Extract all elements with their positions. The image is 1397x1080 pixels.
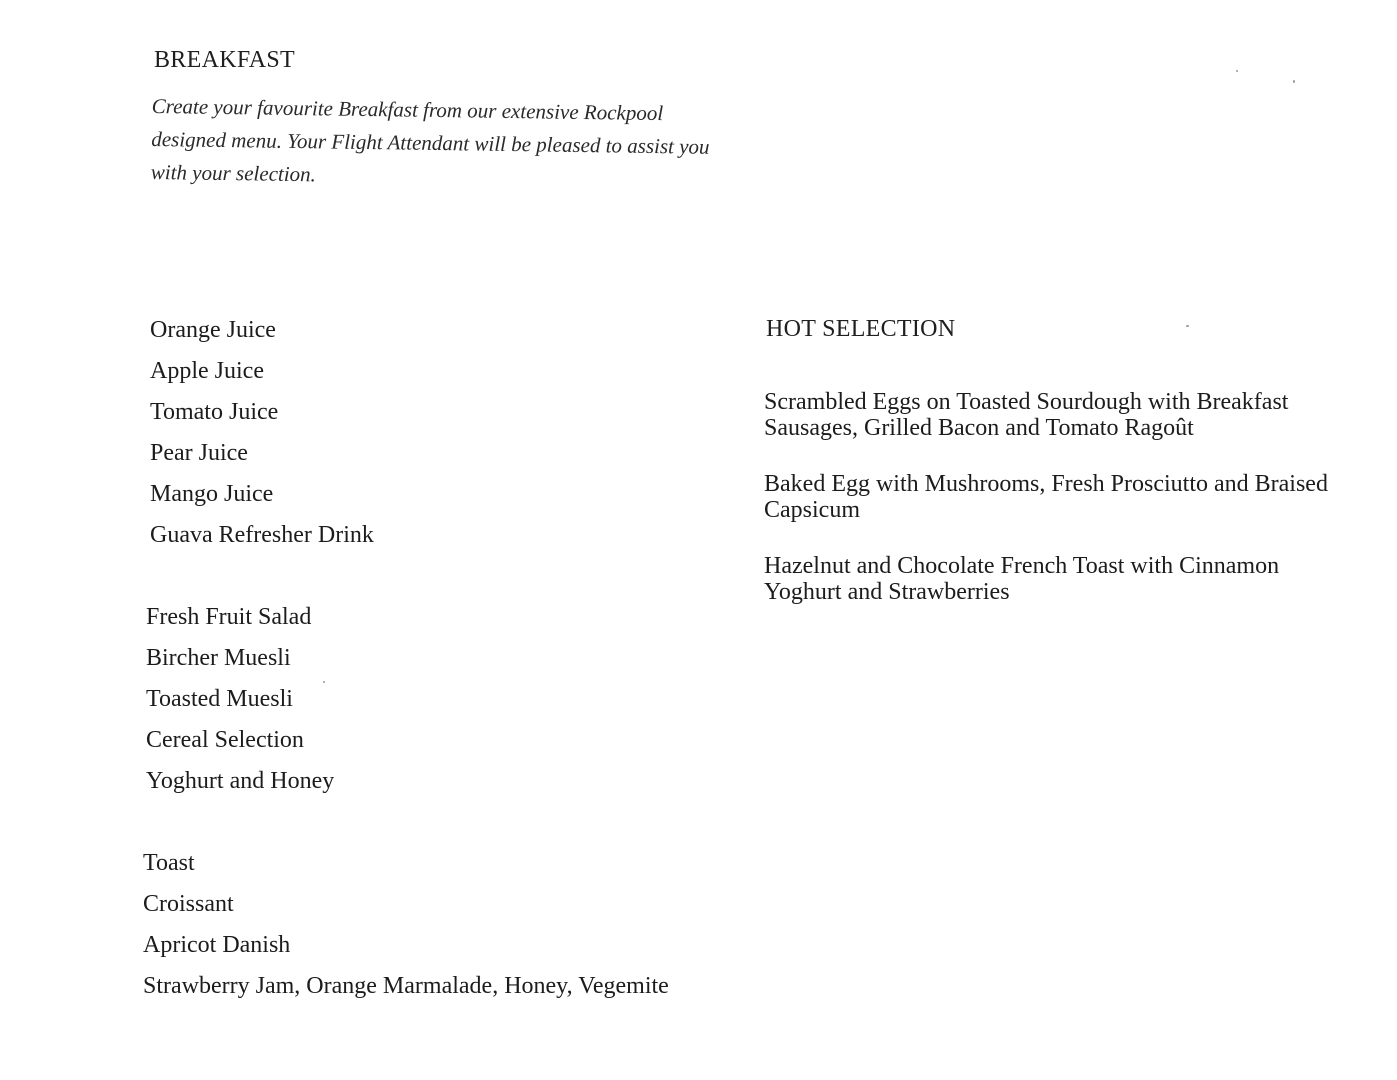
hot-menu-item: Baked Egg with Mushrooms, Fresh Prosciutto and Braised Capsicum (764, 471, 1328, 523)
bakery-list (143, 843, 740, 1007)
cereals-list (146, 597, 740, 802)
scan-speck (1236, 70, 1238, 72)
menu-item: Toasted Muesli (146, 686, 293, 712)
menu-item: Fresh Fruit Salad (146, 604, 312, 630)
menu-item: Toast (143, 850, 195, 876)
drinks-list (150, 310, 740, 556)
menu-item: Tomato Juice (150, 399, 279, 425)
scan-speck (323, 681, 325, 683)
breakfast-intro: Create your favourite Breakfast from our extensive Rockpool designed menu. Your Flight Attendant will be pleased to assist you with your selection. (150, 93, 710, 187)
breakfast-heading: BREAKFAST (154, 47, 295, 73)
hot-menu-item: Hazelnut and Chocolate French Toast with Cinnamon Yoghurt and Strawberries (764, 553, 1280, 605)
menu-item: Pear Juice (150, 440, 248, 466)
scan-speck (1293, 80, 1295, 83)
hot-selection-heading: HOT SELECTION (766, 316, 956, 342)
hot-menu-item: Scrambled Eggs on Toasted Sourdough with Breakfast Sausages, Grilled Bacon and Tomato Ragoût (764, 389, 1289, 441)
menu-item: Strawberry Jam, Orange Marmalade, Honey, Vegemite (143, 973, 669, 999)
menu-item: Croissant (143, 891, 234, 917)
menu-item: Orange Juice (150, 317, 276, 343)
hot-selection-section (762, 316, 1352, 635)
hot-selection-list (762, 389, 1352, 605)
menu-item: Mango Juice (150, 481, 274, 507)
scan-speck (1186, 325, 1189, 327)
menu-item: Apricot Danish (143, 932, 291, 958)
menu-item: Yoghurt and Honey (146, 768, 335, 794)
menu-item: Cereal Selection (146, 727, 304, 753)
menu-item: Apple Juice (150, 358, 264, 384)
menu-item: Guava Refresher Drink (150, 522, 374, 548)
menu-item: Bircher Muesli (146, 645, 291, 671)
continental-menu (140, 310, 740, 1007)
